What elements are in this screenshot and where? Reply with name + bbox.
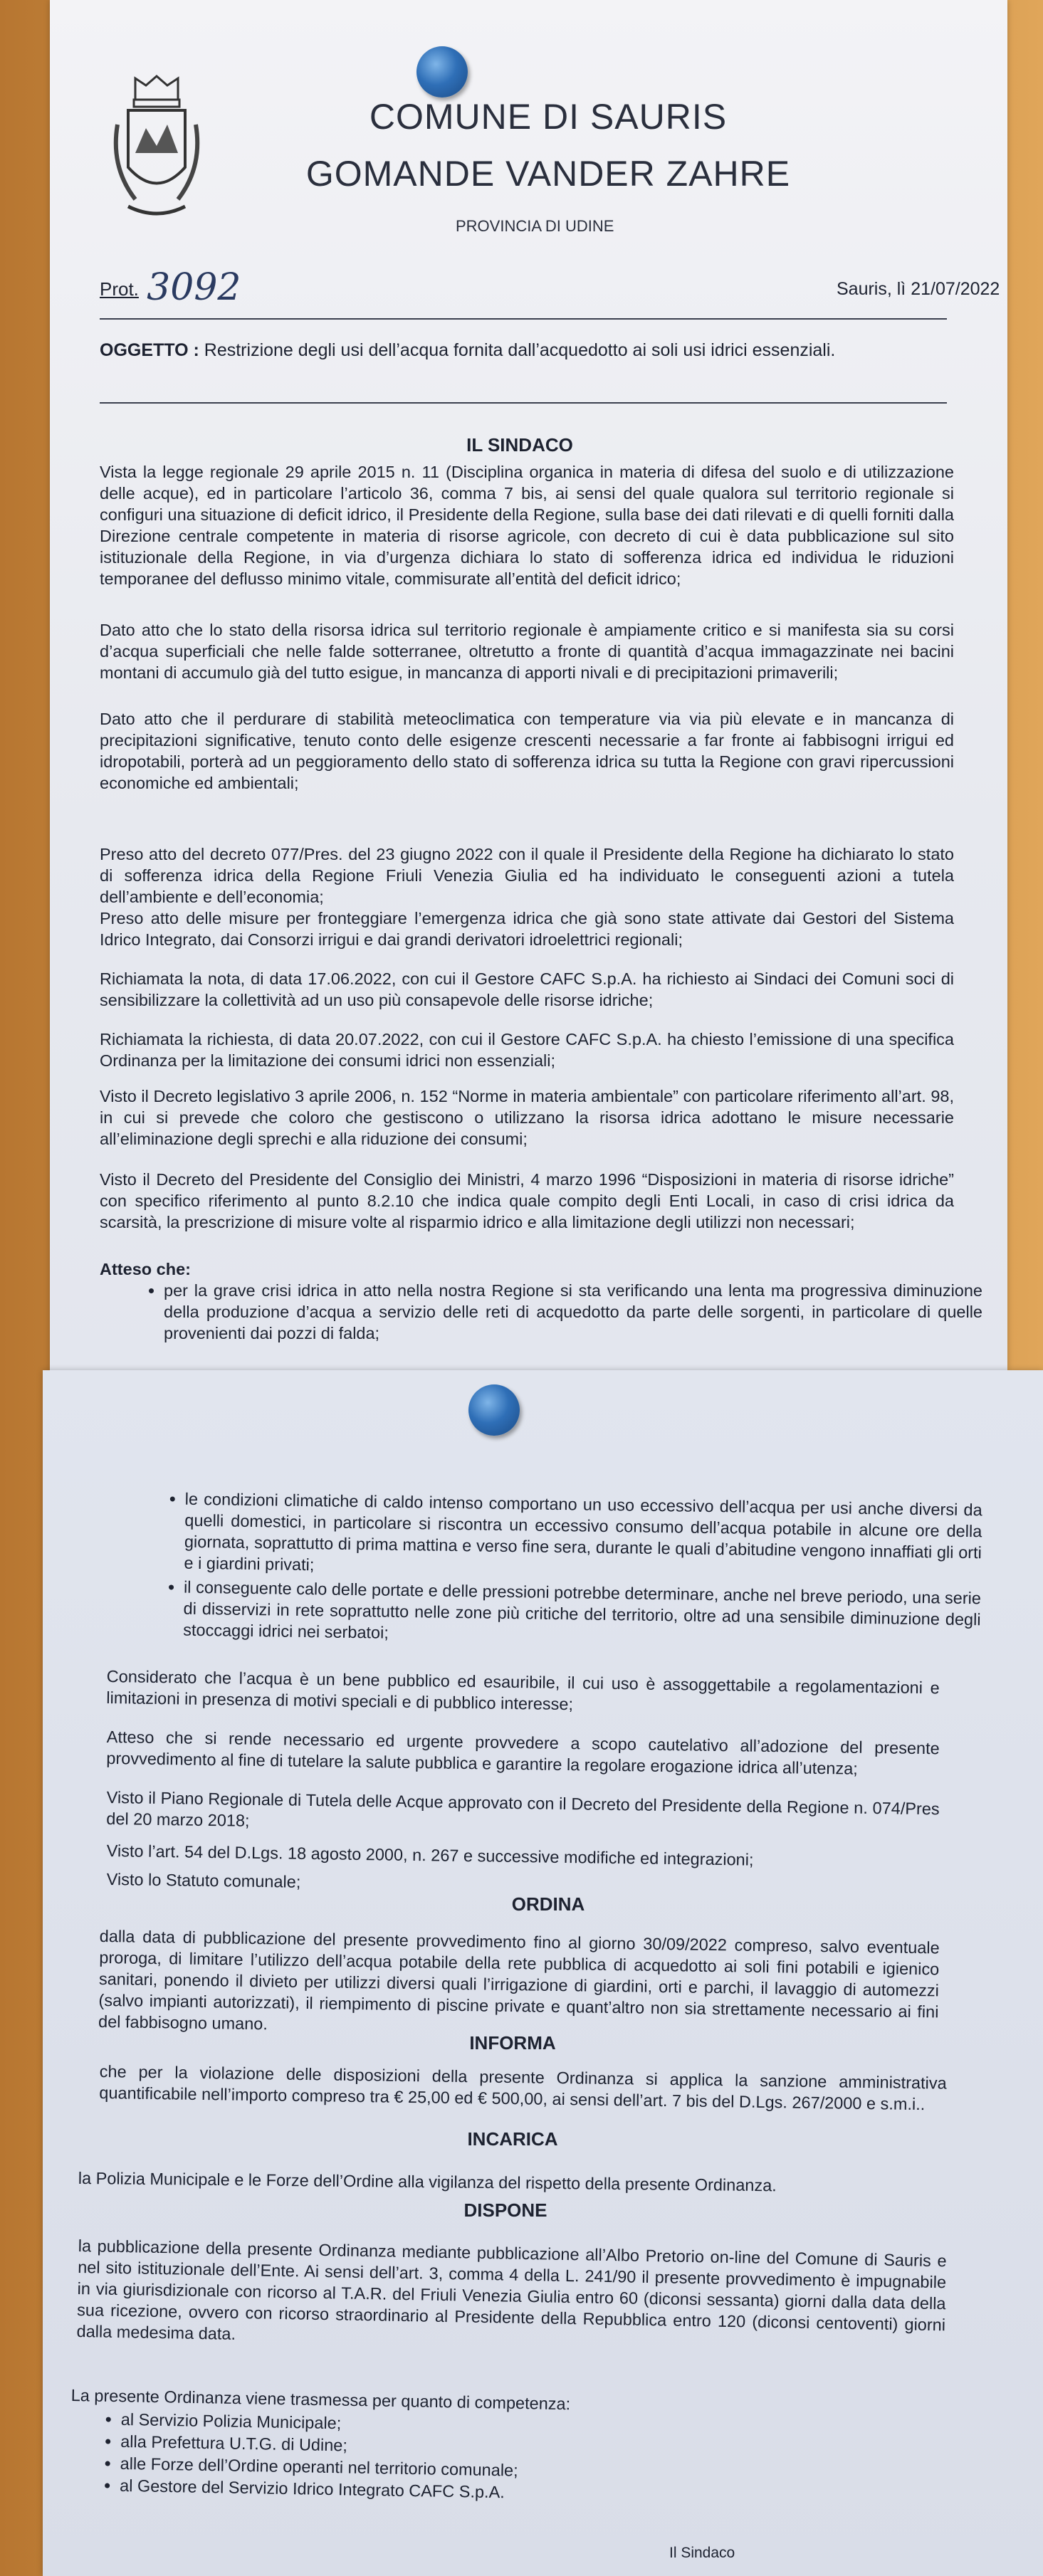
list-item: • al Servizio Polizia Municipale;: [121, 2410, 833, 2441]
protocol-label: Prot.: [100, 278, 139, 300]
province-name: PROVINCIA DI UDINE: [456, 217, 614, 235]
municipality-name-alt: GOMANDE VANDER ZAHRE: [305, 154, 791, 194]
premise-paragraph: Visto il Decreto del Presidente del Consiglio dei Ministri, 4 marzo 1996 “Disposizioni in materia di risorse idriche” con specifico riferimento al punto 8.2.10 che indica quale compito degli Enti Locali, in caso di crisi idrica da scarsità, la prescrizione di misure volte al risparmio idrico e alla limitazione degli utilizzi non necessari;: [100, 1170, 954, 1231]
atteso-list-2: [147, 1488, 982, 1654]
list-item: • alla Prefettura U.T.G. di Udine;: [120, 2432, 832, 2464]
heading-informa: INFORMA: [469, 2032, 556, 2054]
heading-ordina: ORDINA: [511, 1893, 585, 1915]
informa-text: che per la violazione delle disposizioni della presente Ordinanza si applica la sanzione amministrativa quantificabile nell’importo compreso tra € 25,00 ed € 500,00, ai sensi dell’art. 7 bis del D.Lgs. 267/2000 e s.m.i..: [99, 2061, 947, 2114]
subject-label: OGGETTO :: [100, 340, 199, 360]
premise-paragraph: Dato atto che lo stato della risorsa idrica sul territorio regionale è ampiamente critico e si manifesta sia su corsi d’acqua superficiali che nelle falde sotterranee, oltretutto a fronte di quantità d’acqua immagazzinate nei bacini montani di accumulo già del tutto esigue, in mancanza di apporti nivali e di precipitazioni primaverili;: [100, 621, 954, 682]
list-item: • alle Forze dell’Ordine operanti nel territorio comunale;: [120, 2454, 832, 2486]
premise-paragraph: Visto lo Statuto comunale;: [106, 1869, 301, 1891]
premise-paragraph: Richiamata la nota, di data 17.06.2022, con cui il Gestore CAFC S.p.A. ha richiesto ai Sindaci dei Comuni soci di sensibilizzare la collettività ad un uso più consapevole delle risorse idriche;: [100, 969, 954, 1009]
incarica-text: la Polizia Municipale e le Forze dell’Ordine alla vigilanza del rispetto della presente Ordinanza.: [78, 2169, 777, 2195]
signature-label: Il Sindaco: [669, 2545, 735, 2561]
heading-incarica: INCARICA: [467, 2128, 558, 2150]
premise-paragraph: Visto il Piano Regionale di Tutela delle Acque approvato con il Decreto del Presidente della Regione n. 074/Pres del 20 marzo 2018;: [106, 1787, 940, 1830]
premise-paragraph: Visto il Decreto legislativo 3 aprile 2006, n. 152 “Norme in materia ambientale” con particolare riferimento all’art. 98, in cui si prevede che coloro che gestiscono o utilizzano la risorsa idrica adottano le misure necessarie all’eliminazione degli sprechi e alla riduzione dei consumi;: [100, 1087, 954, 1148]
ordina-text: dalla data di pubblicazione del presente provvedimento fino al giorno 30/09/2022 compreso, salvo eventuale proroga, di limitare l’utilizzo dell’acqua potabile della rete pubblica di acquedotto ai soli fini potabili e igienico sanitari, ponendo il divieto per utilizzi diversi quali l’irrigazione di giardini, orti e parchi, il lavaggio di automezzi (salvo impianti autorizzati), il riempimento di piscine private e quant’altro non sia strettamente necessario ai fini del fabbisogno umano.: [98, 1926, 940, 2034]
atteso-list-1: [128, 1280, 982, 1347]
place-date: Sauris, lì 21/07/2022: [837, 279, 1000, 299]
divider: [100, 318, 947, 320]
atteso-label: Atteso che:: [100, 1260, 191, 1278]
list-item: • le condizioni climatiche di caldo intenso comportano un uso eccessivo dell’acqua per usi anche diversi da quelli domestici, in particolare si riscontra un eccessivo consumo dell’acqua potabile in alcune ore della giornata, soprattutto di prima mattina e verso fine sera, durante le quali d’abitudine vengono innaffiati gli orti e i giardini privati;: [184, 1488, 982, 1585]
divider: [100, 402, 947, 404]
premise-paragraph: Richiamata la richiesta, di data 20.07.2022, con cui il Gestore CAFC S.p.A. ha chiesto l’emissione di una specifica Ordinanza per la limitazione dei consumi idrici non essenziali;: [100, 1030, 954, 1070]
premise-paragraph: Atteso che si rende necessario ed urgente provvedere a scopo cautelativo all’adozione del presente provvedimento al fine di tutelare la salute pubblica e garantire la regolare erogazione idrica all’utenza;: [106, 1727, 940, 1778]
list-item: • il conseguente calo delle portate e delle pressioni potrebbe determinare, anche nel breve periodo, una serie di disservizi in rete soprattutto nelle zone più critiche del territorio, oltre ad una sensibile diminuzione degli stoccaggi idrici nei serbatoi;: [183, 1577, 981, 1652]
premise-paragraph: Vista la legge regionale 29 aprile 2015 n. 11 (Disciplina organica in materia di difesa del suolo e di utilizzazione delle acque), ed in particolare l’articolo 36, comma 7 bis, ai sensi del quale qualora sul territorio regionale si configuri una situazione di deficit idrico, il Presidente della Regione, sulla base dei dati rilevati e di quelli forniti dalla Direzione centrale competente in materia di risorse agricole, con decreto di cui è data pubblicazione sul sito istituzionale della Regione, in via d’urgenza dichiara lo stato di sofferenza idrica ed individua le riduzioni temporanee del deflusso minimo vitale, commisurate all’entità del deficit idrico;: [100, 463, 954, 588]
municipal-crest-icon: [107, 68, 206, 231]
premise-paragraph: Visto l’art. 54 del D.Lgs. 18 agosto 2000, n. 267 e successive modifiche ed integrazioni;: [106, 1841, 754, 1869]
heading-dispone: DISPONE: [463, 2199, 547, 2221]
premise-paragraph: Considerato che l’acqua è un bene pubblico ed esauribile, il cui uso è assoggettabile a regolamentazioni e limitazioni in presenza di motivi speciali e di pubblico interesse;: [106, 1666, 940, 1714]
list-item: • per la grave crisi idrica in atto nella nostra Regione si sta verificando una lenta ma progressiva diminuzione della produzione d’acqua a servizio delle reti di acquedotto da parte delle sorgenti, in particolare di quelle provenienti dai pozzi di falda;: [164, 1280, 982, 1344]
list-item: • al Gestore del Servizio Idrico Integrato CAFC S.p.A.: [120, 2476, 832, 2508]
subject-line: [100, 340, 954, 361]
premise-paragraph: Preso atto del decreto 077/Pres. del 23 giugno 2022 con il quale il Presidente della Regione ha dichiarato lo stato di sofferenza idrica della Regione Friuli Venezia Giulia ed ha individuato le conseguenti azioni a tutela dell’ambiente e dell’economia;: [100, 845, 954, 906]
protocol-number: 3092: [147, 266, 241, 309]
subject-text: Restrizione degli usi dell’acqua fornita dall’acquedotto ai soli usi idrici essenziali.: [204, 340, 836, 360]
dispone-text: la pubblicazione della presente Ordinanza mediante pubblicazione all’Albo Pretorio on-line del Comune di Sauris e nel sito istituzionale dell’Ente. Ai sensi dell’art. 3, comma 4 della L. 241/90 il presente provvedimento è impugnabile in via giurisdizionale con ricorso al T.A.R. del Friuli Venezia Giulia entro 60 (diconsi sessanta) giorni dalla data della sua ricezione, ovvero con ricorso straordinario al Presidente della Repubblica entro 120 (diconsi centoventi) giorni dalla medesima data.: [76, 2236, 947, 2343]
trasmessa-intro: La presente Ordinanza viene trasmessa per quanto di competenza:: [70, 2385, 571, 2414]
municipality-name: COMUNE DI SAURIS: [369, 97, 728, 137]
premise-paragraph: Dato atto che il perdurare di stabilità meteoclimatica con temperature via via più elevate e in mancanza di precipitazioni significative, tenuto conto delle esigenze crescenti necessarie a far fronte ai fabbisogni irrigui ed idropotabili, porterà ad un peggioramento dello stato di sofferenza idrica su tutta la Regione con gravi ripercussioni economiche ed ambientali;: [100, 710, 954, 792]
push-pin: [416, 46, 468, 98]
protocol: [100, 262, 241, 309]
push-pin: [468, 1384, 520, 1436]
premise-paragraph: Preso atto delle misure per fronteggiare l’emergenza idrica che già sono state attivate dai Gestori del Sistema Idrico Integrato, dai Consorzi irrigui e dai grandi derivatori idroelettrici regionali;: [100, 909, 954, 949]
heading-il-sindaco: IL SINDACO: [466, 434, 573, 456]
trasmessa-list: [84, 2409, 833, 2511]
